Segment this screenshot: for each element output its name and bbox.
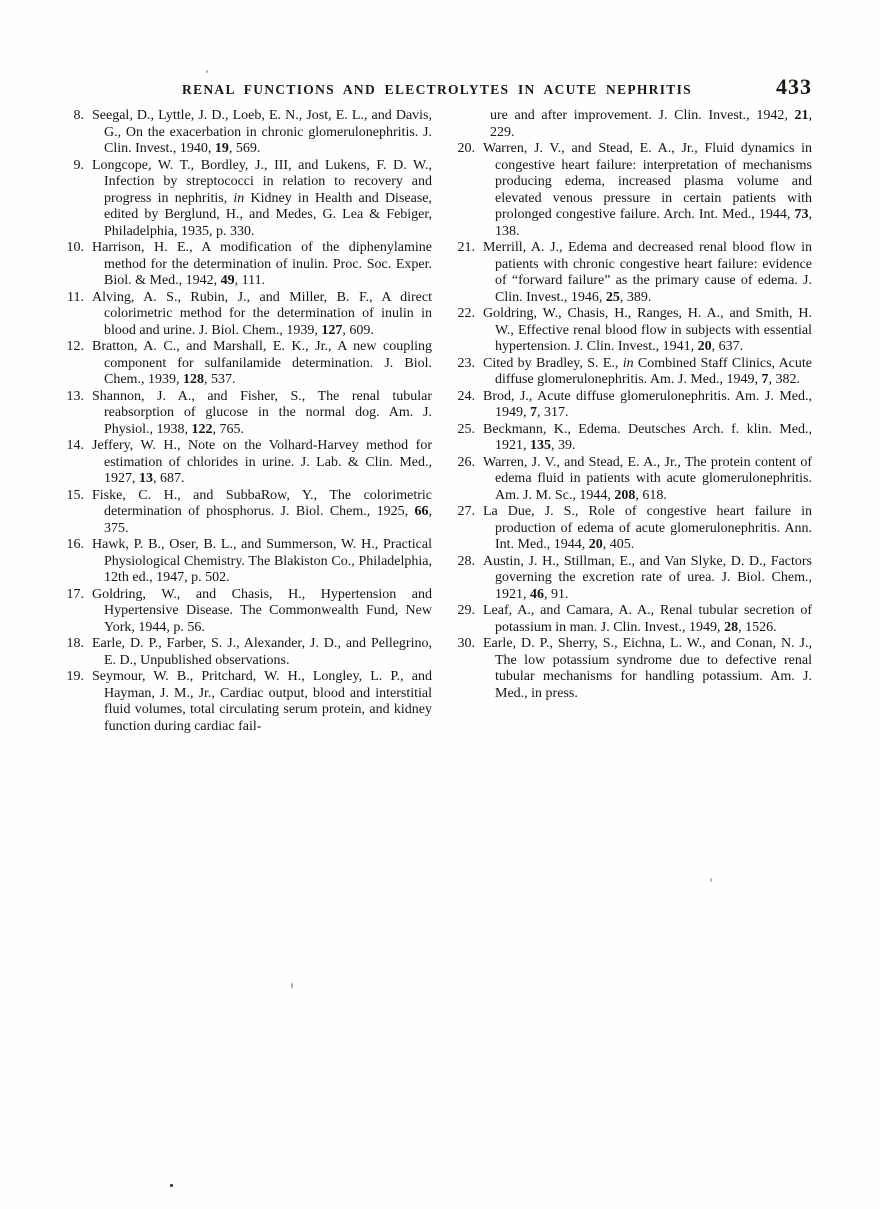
reference-item xyxy=(62,290,432,340)
scan-speck xyxy=(170,1184,173,1187)
reference-number: 24. xyxy=(457,388,475,404)
reference-item xyxy=(453,240,812,306)
reference-text: Harrison, H. E., A modification of the diphenylamine method for the determination of inulin. Proc. Soc. Exper. Biol. & Med., 1942, 49, 111. xyxy=(92,240,432,288)
reference-number: 26. xyxy=(457,454,475,470)
reference-number: 19. xyxy=(66,669,84,684)
reference-item xyxy=(62,537,432,587)
reference-text: Warren, J. V., and Stead, E. A., Jr., Fluid dynamics in congestive heart failure: interpretation of mechanisms producing edema, increased plasma volume and elevated venous pressure in certain patients with prolonged congestive failure. Arch. Int. Med., 1944, 73, 138. xyxy=(483,141,812,239)
reference-item xyxy=(453,603,812,636)
reference-number: 20. xyxy=(457,141,475,156)
reference-item xyxy=(62,636,432,669)
reference-number: 27. xyxy=(457,504,475,519)
running-head-title: RENAL FUNCTIONS AND ELECTROLYTES IN ACUTE NEPHRITIS xyxy=(182,82,692,97)
reference-item xyxy=(453,356,812,389)
reference-text: Cited by Bradley, S. E., in Combined Staff Clinics, Acute diffuse glomerulonephritis. Am. J. Med., 1949, 7, 382. xyxy=(483,355,813,387)
reference-text: Beckmann, K., Edema. Deutsches Arch. f. klin. Med., 1921, 135, 39. xyxy=(483,421,812,453)
reference-text: Earle, D. P., Sherry, S., Eichna, L. W., and Conan, N. J., The low potassium syndrome due to defective renal tubular mechanisms for handling potassium. Am. J. Med., in press. xyxy=(483,636,812,701)
reference-text: Leaf, A., and Camara, A. A., Renal tubular secretion of potassium in man. J. Clin. Invest., 1949, 28, 1526. xyxy=(483,603,812,635)
page-header xyxy=(62,74,812,106)
reference-number: 10. xyxy=(66,240,84,255)
reference-item xyxy=(453,389,812,422)
reference-number: 22. xyxy=(457,306,475,321)
reference-number: 28. xyxy=(457,553,475,569)
reference-text: Earle, D. P., Farber, S. J., Alexander, J. D., and Pellegrino, E. D., Unpublished observations. xyxy=(92,636,432,668)
reference-item xyxy=(62,669,432,735)
reference-text: Hawk, P. B., Oser, B. L., and Summerson, W. H., Practical Physiological Chemistry. The Blakiston Co., Philadelphia, 12th ed., 1947, p. 502. xyxy=(92,537,432,585)
reference-item xyxy=(62,158,432,241)
reference-number: 14. xyxy=(66,438,84,453)
reference-text: Alving, A. S., Rubin, J., and Miller, B. F., A direct colorimetric method for the determination of inulin in blood and urine. J. Biol. Chem., 1939, 127, 609. xyxy=(92,289,432,338)
reference-item xyxy=(62,389,432,439)
reference-text: Goldring, W., Chasis, H., Ranges, H. A., and Smith, H. W., Effective renal blood flow in subjects with essential hypertension. J. Clin. Invest., 1941, 20, 637. xyxy=(483,306,812,354)
reference-item xyxy=(62,488,432,538)
reference-item xyxy=(453,455,812,505)
reference-text: Merrill, A. J., Edema and decreased renal blood flow in patients with chronic congestive heart failure: evidence of “forward failure” as the primary cause of edema. J. Clin. Invest., 1946, 25, 389. xyxy=(483,240,812,305)
reference-text: La Due, J. S., Role of congestive heart failure in production of edema of acute glomerulonephritis. Ann. Int. Med., 1944, 20, 405. xyxy=(483,504,812,552)
page-number: 433 xyxy=(776,74,812,99)
reference-text: Warren, J. V., and Stead, E. A., Jr., The protein content of edema fluid in patients with acute glomerulonephritis. Am. J. M. Sc., 1944, 208, 618. xyxy=(483,454,812,503)
references-column-left xyxy=(62,108,432,735)
reference-item xyxy=(453,636,812,702)
reference-item xyxy=(453,141,812,240)
reference-text: Shannon, J. A., and Fisher, S., The renal tubular reabsorption of glucose in the normal dog. Am. J. Physiol., 1938, 122, 765. xyxy=(92,388,432,437)
reference-number: 12. xyxy=(66,339,84,354)
reference-number: 11. xyxy=(67,289,84,305)
references-column-right xyxy=(453,108,812,735)
scan-speck xyxy=(710,878,712,882)
reference-number: 8. xyxy=(73,108,84,123)
reference-item xyxy=(62,240,432,290)
reference-text: Seegal, D., Lyttle, J. D., Loeb, E. N., Jost, E. L., and Davis, G., On the exacerbation in chronic glomerulonephritis. J. Clin. Invest., 1940, 19, 569. xyxy=(92,108,432,156)
scan-speck xyxy=(291,983,293,988)
reference-item xyxy=(62,438,432,488)
reference-text: Seymour, W. B., Pritchard, W. H., Longley, L. P., and Hayman, J. M., Jr., Cardiac output, blood and interstitial fluid volumes, total circulating serum protein, and kidney function during cardiac fail- xyxy=(92,669,432,734)
reference-number: 15. xyxy=(66,487,84,503)
reference-number: 25. xyxy=(457,421,475,437)
reference-text: Goldring, W., and Chasis, H., Hypertension and Hypertensive Disease. The Commonwealth Fund, New York, 1944, p. 56. xyxy=(92,586,432,635)
reference-continuation xyxy=(453,108,812,141)
reference-text: Longcope, W. T., Bordley, J., III, and Lukens, F. D. W., Infection by streptococci in relation to recovery and progress in nephritis, in Kidney in Health and Disease, edited by Berglund, H., and Medes, G. Lea & Febiger, Philadelphia, 1935, p. 330. xyxy=(92,157,432,239)
reference-item xyxy=(453,504,812,554)
scan-speck xyxy=(206,70,208,73)
reference-number: 21. xyxy=(457,240,475,255)
reference-number: 17. xyxy=(66,586,84,602)
reference-number: 23. xyxy=(457,355,475,371)
reference-text: Jeffery, W. H., Note on the Volhard-Harvey method for estimation of chlorides in urine. J. Lab. & Clin. Med., 1927, 13, 687. xyxy=(92,438,432,486)
reference-number: 13. xyxy=(66,388,84,404)
reference-item xyxy=(62,339,432,389)
reference-number: 30. xyxy=(457,636,475,651)
reference-number: 9. xyxy=(73,157,84,173)
reference-item xyxy=(453,422,812,455)
reference-text: Brod, J., Acute diffuse glomerulonephritis. Am. J. Med., 1949, 7, 317. xyxy=(483,388,812,420)
references-section xyxy=(62,108,812,735)
reference-item xyxy=(453,554,812,604)
reference-text: Bratton, A. C., and Marshall, E. K., Jr., A new coupling component for sulfanilamide determination. J. Biol. Chem., 1939, 128, 537. xyxy=(92,339,432,387)
reference-number: 18. xyxy=(66,636,84,651)
reference-item xyxy=(453,306,812,356)
reference-item xyxy=(62,108,432,158)
reference-text: Fiske, C. H., and SubbaRow, Y., The colorimetric determination of phosphorus. J. Biol. Chem., 1925, 66, 375. xyxy=(92,487,432,536)
reference-text: Austin, J. H., Stillman, E., and Van Slyke, D. D., Factors governing the excretion rate of urea. J. Biol. Chem., 1921, 46, 91. xyxy=(483,553,812,602)
reference-item xyxy=(62,587,432,637)
reference-number: 16. xyxy=(66,537,84,552)
reference-number: 29. xyxy=(457,603,475,618)
reference-text: ure and after improvement. J. Clin. Invest., 1942, 21, 229. xyxy=(490,108,812,140)
